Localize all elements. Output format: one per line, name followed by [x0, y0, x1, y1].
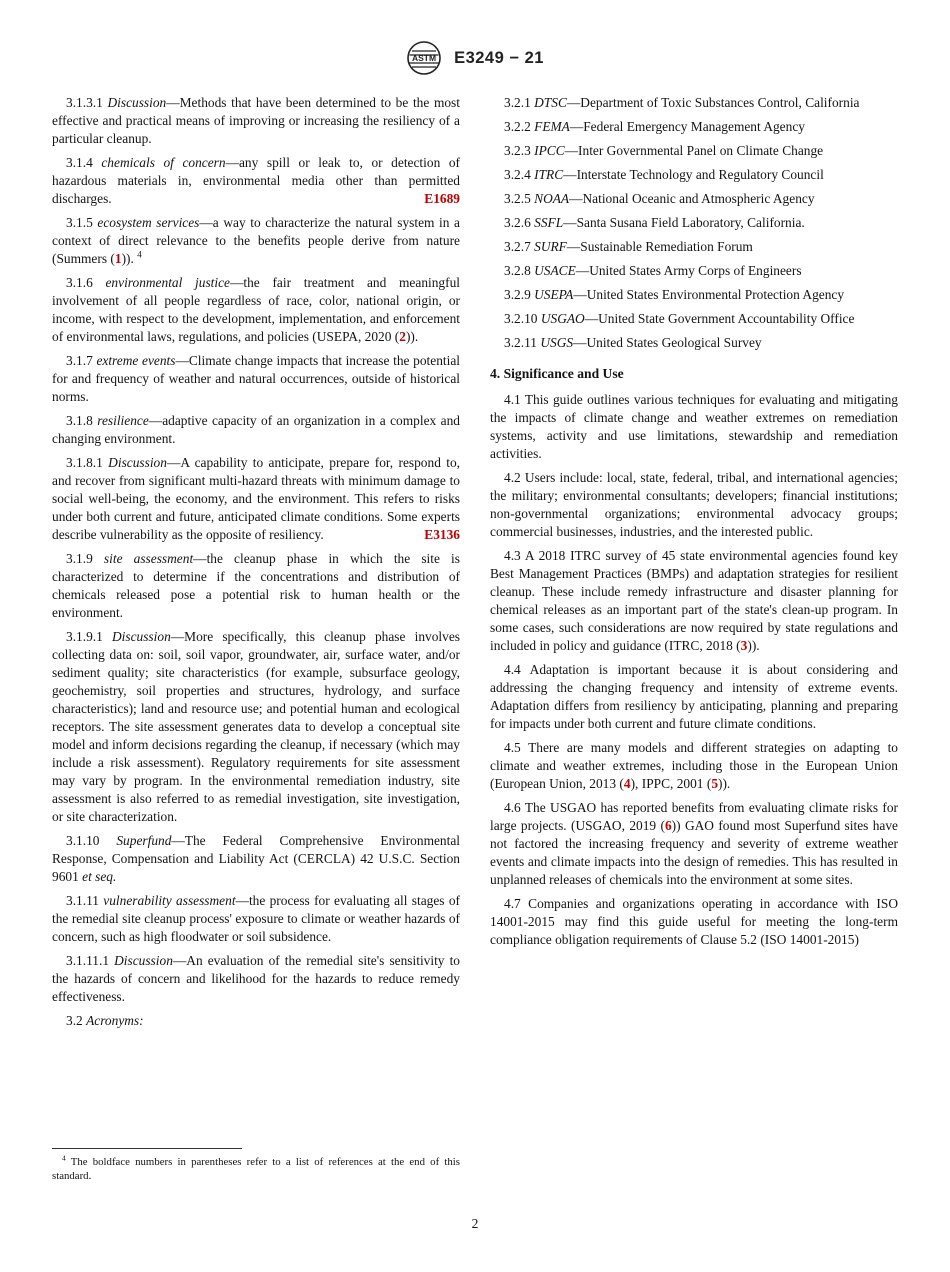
text-run: 3.2.4 — [504, 167, 535, 182]
footnote — [52, 1148, 460, 1189]
text-run: —More specifically, this cleanup phase involves collecting data on: soil, soil vapor, groundwater, air, surface water, and/or sediment quality; site characteristics (for example, subsurface geology, geochemistry, soil properties and structures, hydrology, and surface characteristics); land and resource use; and potential human and ecological receptors. The site assessment generates data to develop a conceptual site model and inform decisions regarding the cleanup, if necessary (which may include a risk assessment). Regulatory requirements for site assessment may vary by program. In the environmental remediation industry, site assessment is also referred to as remedial investigation, site investigation, or site characterization. — [52, 629, 460, 824]
acronym-3.2.10-usgao — [490, 310, 898, 328]
text-run: 3.1.8 — [66, 413, 98, 428]
term-italic: Acronyms: — [86, 1013, 144, 1028]
footnote-4 — [52, 1155, 460, 1183]
para-4.7 — [490, 895, 898, 949]
reference-number[interactable]: 3 — [740, 638, 748, 653]
spec-reference[interactable]: E1689 — [424, 191, 460, 206]
acronym-3.2.4-itrc — [490, 166, 898, 184]
term-italic: SURF — [534, 239, 567, 254]
text-run: —Federal Emergency Management Agency — [569, 119, 805, 134]
term-italic: resilience — [97, 413, 149, 428]
text-run: —National Oceanic and Atmospheric Agency — [569, 191, 815, 206]
term-italic: Discussion — [108, 455, 167, 470]
standard-designation: E3249 − 21 — [454, 48, 544, 67]
text-run: —a way to characterize the natural system in a context of direct relevance to the benefits people derive from nature (Summers ( — [52, 215, 460, 266]
spec-reference[interactable]: E3136 — [424, 527, 460, 542]
page-number: 2 — [471, 1216, 479, 1231]
term-italic: chemicals of concern — [101, 155, 226, 170]
term-italic: USEPA — [534, 287, 574, 302]
text-run: 3.2.6 — [504, 215, 535, 230]
text-run: —United States Geological Survey — [573, 335, 762, 350]
text-run: 4.1 This guide outlines various techniques for evaluating and mitigating the impacts of climate change and weather extremes on remediation systems, activity and use limitations, stewardship and remediation activities. — [490, 392, 898, 461]
text-run: 3.1.9 — [66, 551, 104, 566]
acronym-3.2.6-ssfl — [490, 214, 898, 232]
astm-logo — [406, 40, 442, 76]
footnote-text-container — [52, 1155, 460, 1183]
term-italic: site assessment — [103, 551, 194, 566]
text-run: 3.2.8 — [504, 263, 535, 278]
text-run: 3.2.7 — [504, 239, 535, 254]
text-run: )). — [718, 776, 731, 791]
para-4.3 — [490, 547, 898, 655]
text-run: —A capability to anticipate, prepare for, respond to, and recover from significant multi-hazard threats with minimum damage to social well-being, the economy, and the environment. This refers to risks under both current and future, anticipated climate conditions. Some experts describe vulnerability as the opposite of resiliency. — [52, 455, 460, 542]
acronym-3.2.11-usgs — [490, 334, 898, 352]
term-italic: Discussion — [107, 95, 167, 110]
term-italic: ecosystem services — [97, 215, 200, 230]
footnote-marker: 4 — [62, 1153, 66, 1163]
text-run: 4.5 There are many models and different strategies on adapting to climate and weather extremes, including those in the European Union (European Union, 2013 ( — [490, 740, 898, 791]
term-italic: extreme events — [96, 353, 176, 368]
two-column-body — [52, 94, 898, 1036]
text-run: ), IPPC, 2001 ( — [630, 776, 712, 791]
text-run: The boldface numbers in parentheses refer to a list of references at the end of this standard. — [52, 1156, 460, 1182]
acronym-3.2.1-dtsc — [490, 94, 898, 112]
para-4.4 — [490, 661, 898, 733]
text-run: —Santa Susana Field Laboratory, California. — [563, 215, 805, 230]
acronym-3.2.8-usace — [490, 262, 898, 280]
term-italic: environmental justice — [105, 275, 230, 290]
text-run: —Methods that have been determined to be the most effective and practical means of improving or increasing the resiliency of a particular cleanup. — [52, 95, 460, 146]
discussion-3.1.3.1 — [52, 94, 460, 148]
term-italic: Discussion — [111, 629, 171, 644]
text-run: 3.1.4 — [66, 155, 102, 170]
para-4.6 — [490, 799, 898, 889]
text-run: 3.2.9 — [504, 287, 535, 302]
text-run: 4.2 Users include: local, state, federal, tribal, and international agencies; the military; environmental consultants; developers; financial institutions; non-governmental organizations; environmental advocacy groups; commercial businesses, industries, and the interested public. — [490, 470, 898, 539]
definition-3.1.7-extreme-events — [52, 352, 460, 406]
reference-number[interactable]: 1 — [114, 251, 122, 266]
subsection-3.2-acronyms — [52, 1012, 460, 1030]
text-run: 3.2.2 — [504, 119, 535, 134]
text-run: —United States Army Corps of Engineers — [575, 263, 802, 278]
term-italic: USGAO — [540, 311, 585, 326]
reference-number[interactable]: 6 — [664, 818, 672, 833]
text-run: 3.1.7 — [66, 353, 97, 368]
text-run: —An evaluation of the remedial site's sensitivity to the hazards of concern and likelihood for the hazards to reduce remedy effectiveness. — [52, 953, 460, 1004]
left-column — [52, 94, 460, 1036]
acronym-3.2.2-fema — [490, 118, 898, 136]
text-run: —the fair treatment and meaningful involvement of all people regardless of race, color, national origin, or income, with respect to the development, implementation, and enforcement of environmental laws, regulations, and policies (USEPA, 2020 ( — [52, 275, 460, 344]
footnote-separator — [52, 1148, 242, 1149]
discussion-3.1.9.1 — [52, 628, 460, 826]
text-run: —any spill or leak to, or detection of hazardous materials in, environmental media other than permitted discharges. — [52, 155, 460, 206]
discussion-3.1.8.1 — [52, 454, 460, 544]
term-italic: USGS — [540, 335, 574, 350]
svg-text:ASTM: ASTM — [412, 53, 437, 63]
term-italic: DTSC — [534, 95, 567, 110]
text-run: 4.6 The USGAO has reported benefits from evaluating climate risks for large projects. (USGAO, 2019 ( — [490, 800, 898, 833]
text-run: 3.1.5 — [66, 215, 98, 230]
term-italic: FEMA — [534, 119, 570, 134]
definition-3.1.9-site-assessment — [52, 550, 460, 622]
footnote-marker: 4 — [137, 249, 142, 260]
acronym-3.2.7-surf — [490, 238, 898, 256]
text-run: )) GAO found most Superfund sites have not factored the increasing frequency and severity of extreme weather events and climate impacts into the design of remedies. This has resulted in unplanned releases of chemicals into the environment at some sites. — [490, 818, 899, 887]
para-4.1 — [490, 391, 898, 463]
text-run: 3.1.11 — [66, 893, 104, 908]
definition-3.1.5-ecosystem-services — [52, 214, 460, 268]
text-run: —The Federal Comprehensive Environmental Response, Compensation and Liability Act (CERCLA) 42 U.S.C. Section 9601 — [52, 833, 461, 884]
reference-number[interactable]: 5 — [711, 776, 719, 791]
text-run: —United State Government Accountability Office — [584, 311, 855, 326]
term-italic: et seq. — [82, 869, 117, 884]
definition-3.1.6-environmental-justice — [52, 274, 460, 346]
text-run: 3.1.8.1 — [66, 455, 109, 470]
text-run: 3.1.10 — [66, 833, 117, 848]
text-run: 3.1.9.1 — [66, 629, 112, 644]
text-run: —the process for evaluating all stages of the remedial site cleanup process' exposure to climate or weather hazards of concern, such as high floodwater or soil subsidence. — [52, 893, 460, 944]
acronym-3.2.3-ipcc — [490, 142, 898, 160]
definition-3.1.4-chemicals-of-concern — [52, 154, 460, 208]
definition-3.1.8-resilience — [52, 412, 460, 448]
page-header — [52, 38, 898, 78]
text-run: )). — [747, 638, 760, 653]
text-run: —United States Environmental Protection Agency — [573, 287, 845, 302]
text-run: —Department of Toxic Substances Control, California — [566, 95, 860, 110]
definition-3.1.11-vulnerability-assessment — [52, 892, 460, 946]
text-run: )). — [405, 329, 419, 344]
text-run: —adaptive capacity of an organization in a complex and changing environment. — [52, 413, 460, 446]
text-run: —Sustainable Remediation Forum — [566, 239, 753, 254]
text-run: )). — [121, 251, 138, 266]
term-italic: ITRC — [534, 167, 564, 182]
text-run: 3.1.6 — [66, 275, 106, 290]
reference-number[interactable]: 2 — [399, 329, 406, 344]
text-run: 3.2.11 — [504, 335, 541, 350]
term-italic: SSFL — [534, 215, 564, 230]
text-run: —the cleanup phase in which the site is characterized to determine if the concentrations and distribution of chemicals released pose a potential risk to human health or the environment. — [52, 551, 460, 620]
text-run: —Interstate Technology and Regulatory Council — [563, 167, 824, 182]
text-run: 3.1.3.1 — [66, 95, 108, 110]
text-run: 4.3 A 2018 ITRC survey of 45 state environmental agencies found key Best Management Practices (BMPs) and adaptation strategies for resilient cleanup. These include remedy infrastructure and disaster planning for chemical releases as an important part of the state's clean-up program. In some cases, such considerations are now required by state regulations and included in policy and guidance (ITRC, 2018 ( — [490, 548, 898, 653]
definition-3.1.10-superfund — [52, 832, 460, 886]
reference-number[interactable]: 4 — [623, 776, 631, 791]
text-run: 3.2.3 — [504, 143, 535, 158]
para-4.2 — [490, 469, 898, 541]
term-italic: Discussion — [114, 953, 173, 968]
text-run: 3.2 — [66, 1013, 87, 1028]
text-run: 4.4 Adaptation is important because it is about considering and addressing the changing frequency and intensity of extreme events. Adaptation differs from resiliency by anticipating, planning and preparing for impacts under both current and future climate conditions. — [490, 662, 898, 731]
section-4-heading — [490, 365, 898, 383]
term-italic: USACE — [534, 263, 576, 278]
term-italic: NOAA — [534, 191, 570, 206]
text-run: 3.2.5 — [504, 191, 535, 206]
right-column — [490, 94, 898, 955]
discussion-3.1.11.1 — [52, 952, 460, 1006]
term-italic: vulnerability assessment — [103, 893, 236, 908]
para-4.5 — [490, 739, 898, 793]
text-run: 4.7 Companies and organizations operating in accordance with ISO 14001-2015 may find this guide useful for meeting the long-term compliance obligation requirements of Clause 5.2 (ISO 14001-2015) — [490, 896, 898, 947]
bold-text: 4. Significance and Use — [490, 366, 624, 381]
acronym-3.2.5-noaa — [490, 190, 898, 208]
text-run: 3.2.1 — [504, 95, 535, 110]
term-italic: Superfund — [116, 833, 172, 848]
text-run: —Climate change impacts that increase the potential for and frequency of weather and natural occurrences, outside of historical norms. — [52, 353, 460, 404]
text-run: 3.2.10 — [504, 311, 541, 326]
text-run: —Inter Governmental Panel on Climate Change — [564, 143, 824, 158]
acronym-3.2.9-usepa — [490, 286, 898, 304]
term-italic: IPCC — [534, 143, 565, 158]
text-run: 3.1.11.1 — [66, 953, 115, 968]
